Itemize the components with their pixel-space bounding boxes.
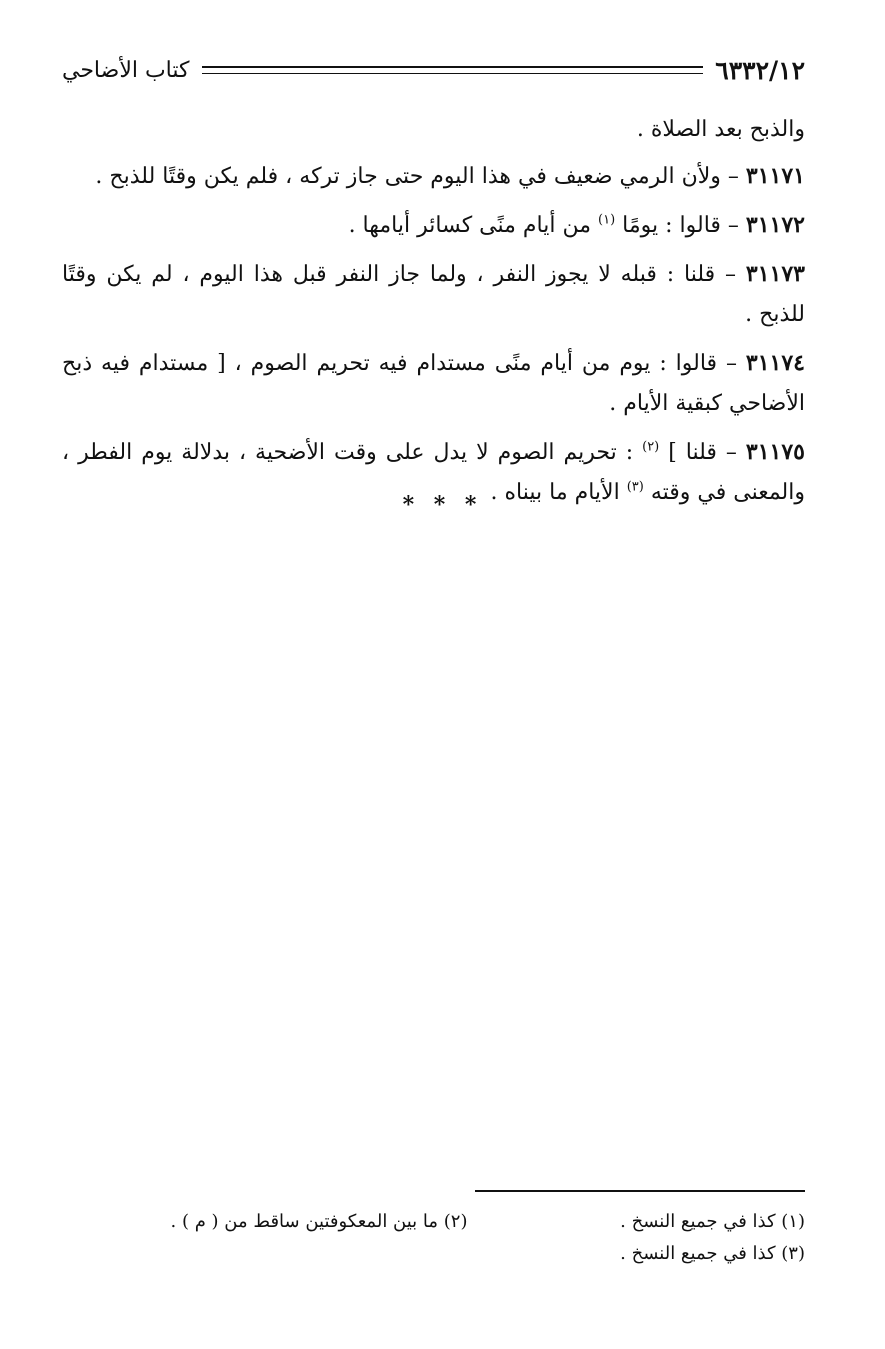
book-title: كتاب الأضاحي (62, 57, 190, 83)
paragraph-number: ٣١١٧٥ (745, 439, 805, 465)
paragraph-31173 (62, 254, 805, 335)
running-header (62, 50, 805, 90)
footnote-rule (475, 1190, 805, 1192)
section-separator: * * * (402, 492, 483, 518)
paragraph-31172 (62, 205, 805, 246)
paragraph-text: – ولأن الرمي ضعيف في هذا اليوم حتى جاز تركه ، فلم يكن وقتًا للذبح . (95, 164, 746, 189)
paragraph-text: والذبح بعد الصلاة . (636, 117, 805, 142)
paragraph-text: : تحريم الصوم لا يدل على وقت الأضحية ، بدلالة يوم الفطر ، والمعنى في وقته (62, 440, 805, 505)
paragraph-text: – قلنا : قبله لا يجوز النفر ، ولما جاز النفر قبل هذا اليوم ، لم يكن وقتًا للذبح . (62, 262, 805, 327)
paragraph-31171 (62, 156, 805, 197)
footnote-ref-1: (١) (598, 212, 616, 228)
paragraph-number: ٣١١٧٣ (745, 261, 805, 287)
paragraph-text: الأيام ما بيناه . (490, 480, 627, 505)
main-text (62, 110, 805, 521)
paragraph-text: – قالوا : يومًا (615, 213, 746, 238)
paragraph-text: من أيام منًى كسائر أيامها . (348, 213, 598, 238)
footnote-row (130, 1206, 805, 1238)
paragraph-text: – قلنا ] (659, 440, 746, 465)
footnote-2: (٢) ما بين المعكوفتين ساقط من ( م ) . (170, 1211, 468, 1232)
footnotes (130, 1206, 805, 1270)
paragraph-text: – قالوا : يوم من أيام منًى مستدام فيه تحريم الصوم ، [ مستدام فيه ذبح الأضاحي كبقية الأيام . (62, 351, 805, 416)
footnote-1: (١) كذا في جميع النسخ . (620, 1211, 805, 1232)
footnote-ref-3: (٣) (626, 479, 644, 495)
paragraph-continuation (62, 110, 805, 150)
page-reference: ٦٣٣٢/١٢ (715, 55, 805, 85)
footnote-ref-2: (٢) (642, 439, 660, 455)
footnote-row (130, 1238, 805, 1270)
paragraph-number: ٣١١٧٤ (745, 350, 805, 376)
paragraph-number: ٣١١٧٢ (745, 212, 805, 238)
header-rule (202, 66, 704, 74)
footnote-3: (٣) كذا في جميع النسخ . (620, 1243, 805, 1264)
paragraph-number: ٣١١٧١ (745, 163, 805, 189)
paragraph-31174 (62, 343, 805, 424)
